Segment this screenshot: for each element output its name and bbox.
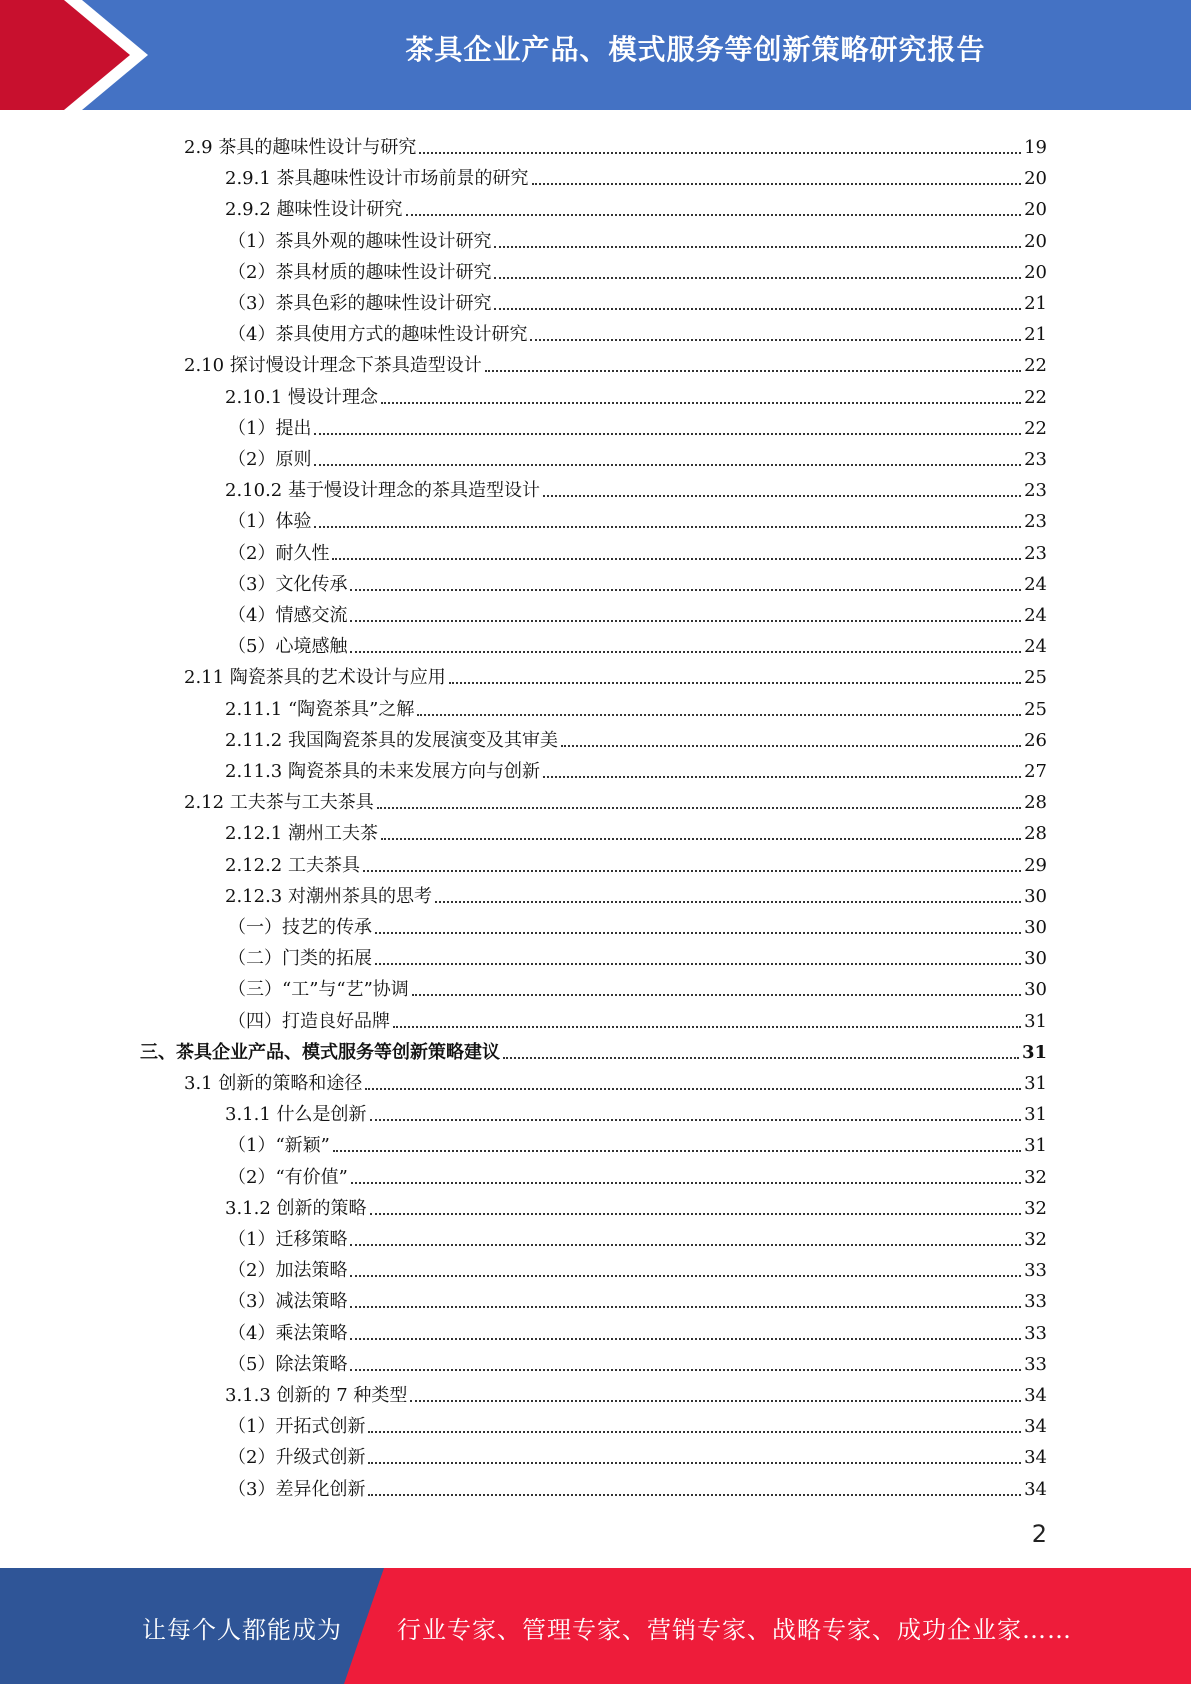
footer-slogan-right: 行业专家、管理专家、营销专家、战略专家、成功企业家…… xyxy=(397,1616,1072,1644)
toc-dot-leader xyxy=(350,1275,1021,1277)
toc-entry-title: （4）乘法策略 xyxy=(228,1322,348,1344)
toc-entry-page: 33 xyxy=(1024,1322,1047,1344)
toc-entry-title: 2.11.3 陶瓷茶具的未来发展方向与创新 xyxy=(225,761,540,782)
toc-dot-leader xyxy=(350,1338,1021,1340)
toc-entry-title: 2.12.3 对潮州茶具的思考 xyxy=(225,885,432,907)
toc-dot-leader xyxy=(419,152,1021,154)
toc-dot-leader xyxy=(368,1462,1021,1464)
toc-entry[interactable] xyxy=(225,877,1047,908)
toc-entry-page: 21 xyxy=(1024,324,1047,346)
toc-entry-page: 22 xyxy=(1024,355,1047,377)
toc-dot-leader xyxy=(375,963,1021,965)
toc-entry-page: 22 xyxy=(1024,417,1047,439)
toc-entry-title: （1）提出 xyxy=(228,417,312,439)
toc-entry[interactable] xyxy=(184,783,1047,814)
toc-entry-page: 34 xyxy=(1024,1478,1047,1500)
toc-dot-leader xyxy=(406,214,1022,216)
toc-entry-title: （1）开拓式创新 xyxy=(228,1416,366,1438)
toc-dot-leader xyxy=(363,870,1021,872)
toc-entry[interactable] xyxy=(228,1345,1047,1376)
toc-entry-title: 3.1.2 创新的策略 xyxy=(225,1197,367,1219)
toc-entry-title: （1）迁移策略 xyxy=(228,1229,348,1250)
toc-dot-leader xyxy=(365,1088,1021,1090)
toc-entry-title: 2.12.1 潮州工夫茶 xyxy=(225,823,378,845)
toc-dot-leader xyxy=(543,776,1021,778)
toc-entry[interactable] xyxy=(225,1095,1047,1126)
toc-entry-page: 32 xyxy=(1024,1166,1047,1188)
toc-entry-page: 27 xyxy=(1024,761,1047,782)
toc-entry-page: 34 xyxy=(1024,1385,1047,1406)
toc-entry[interactable] xyxy=(228,409,1047,440)
toc-entry-page: 31 xyxy=(1024,1104,1047,1126)
toc-entry[interactable] xyxy=(184,1064,1047,1095)
toc-entry-title: 2.9.2 趣味性设计研究 xyxy=(225,199,403,221)
toc-entry-title: （2）原则 xyxy=(228,449,312,470)
toc-entry[interactable] xyxy=(228,502,1047,533)
toc-dot-leader xyxy=(485,370,1021,372)
toc-entry[interactable] xyxy=(228,1438,1047,1469)
toc-entry-title: （1）茶具外观的趣味性设计研究 xyxy=(228,230,492,252)
toc-entry-title: 2.12.2 工夫茶具 xyxy=(225,854,360,876)
toc-entry[interactable] xyxy=(225,846,1047,877)
report-title: 茶具企业产品、模式服务等创新策略研究报告 xyxy=(405,33,986,66)
toc-entry-title: 3.1 创新的策略和途径 xyxy=(184,1073,363,1094)
toc-entry-title: （4）情感交流 xyxy=(228,605,348,626)
toc-entry-page: 20 xyxy=(1024,168,1047,190)
toc-entry[interactable] xyxy=(225,752,1047,783)
toc-entry[interactable] xyxy=(228,1158,1047,1189)
toc-entry[interactable] xyxy=(225,690,1047,721)
toc-entry-page: 33 xyxy=(1024,1260,1047,1282)
toc-dot-leader xyxy=(350,1369,1021,1371)
toc-entry[interactable] xyxy=(228,596,1047,627)
toc-entry-title: 2.12 工夫茶与工夫茶具 xyxy=(184,792,374,814)
toc-dot-leader xyxy=(417,714,1021,716)
toc-dot-leader xyxy=(561,745,1021,747)
toc-entry-title: 3.1.1 什么是创新 xyxy=(225,1104,367,1126)
toc-entry-title: 2.10.2 基于慢设计理念的茶具造型设计 xyxy=(225,480,540,502)
toc-entry-title: （5）除法策略 xyxy=(228,1353,348,1375)
toc-entry[interactable] xyxy=(228,1282,1047,1313)
toc-entry[interactable] xyxy=(225,190,1047,221)
toc-dot-leader xyxy=(314,464,1021,466)
toc-entry[interactable] xyxy=(184,128,1047,159)
toc-dot-leader xyxy=(350,620,1021,622)
toc-entry-title: （2）“有价值” xyxy=(228,1166,348,1188)
toc-dot-leader xyxy=(368,1431,1021,1433)
toc-entry[interactable] xyxy=(225,814,1047,845)
toc-entry-page: 25 xyxy=(1024,698,1047,720)
toc-entry-page: 22 xyxy=(1024,386,1047,408)
toc-entry-page: 20 xyxy=(1024,199,1047,221)
toc-entry-page: 32 xyxy=(1024,1229,1047,1250)
page-footer xyxy=(0,1568,1191,1684)
toc-entry-title: （5）心境感触 xyxy=(228,636,348,658)
toc-entry-title: 2.10 探讨慢设计理念下茶具造型设计 xyxy=(184,355,482,377)
toc-entry-title: 3.1.3 创新的 7 种类型 xyxy=(225,1385,408,1406)
toc-entry-page: 34 xyxy=(1024,1447,1047,1469)
toc-entry[interactable] xyxy=(228,1126,1047,1157)
toc-dot-leader xyxy=(350,589,1021,591)
toc-entry-page: 29 xyxy=(1024,854,1047,876)
toc-entry[interactable] xyxy=(184,658,1047,689)
toc-dot-leader xyxy=(314,433,1021,435)
toc-entry-title: （1）体验 xyxy=(228,511,312,533)
toc-dot-leader xyxy=(350,1244,1021,1246)
toc-entry[interactable] xyxy=(228,908,1047,939)
footer-slogan-left: 让每个人都能成为 xyxy=(142,1616,342,1644)
toc-entry-page: 24 xyxy=(1024,605,1047,626)
toc-entry-page: 33 xyxy=(1024,1291,1047,1313)
toc-entry[interactable] xyxy=(228,627,1047,658)
toc-entry-page: 24 xyxy=(1024,636,1047,658)
toc-entry-page: 20 xyxy=(1024,230,1047,252)
toc-entry[interactable] xyxy=(228,565,1047,596)
toc-dot-leader xyxy=(332,558,1021,560)
toc-entry-title: （四）打造良好品牌 xyxy=(228,1010,390,1032)
toc-dot-leader xyxy=(314,526,1021,528)
page-header xyxy=(0,0,1191,110)
toc-dot-leader xyxy=(530,339,1021,341)
toc-entry-page: 20 xyxy=(1024,261,1047,283)
toc-entry-page: 31 xyxy=(1024,1010,1047,1032)
toc-entry-title: （二）门类的拓展 xyxy=(228,948,372,970)
toc-entry-page: 31 xyxy=(1024,1135,1047,1157)
toc-entry[interactable] xyxy=(228,1251,1047,1282)
toc-entry-page: 26 xyxy=(1024,729,1047,751)
toc-entry-page: 30 xyxy=(1024,917,1047,938)
toc-entry-page: 34 xyxy=(1024,1416,1047,1438)
toc-entry-page: 23 xyxy=(1024,511,1047,533)
toc-entry[interactable] xyxy=(228,440,1047,471)
toc-entry-title: （三）“工”与“艺”协调 xyxy=(228,979,409,1001)
toc-entry[interactable] xyxy=(228,970,1047,1001)
toc-dot-leader xyxy=(370,1119,1022,1121)
toc-dot-leader xyxy=(351,1182,1021,1184)
toc-dot-leader xyxy=(494,246,1021,248)
toc-entry-title: （2）加法策略 xyxy=(228,1260,348,1282)
toc-entry-page: 25 xyxy=(1024,667,1047,689)
toc-entry-page: 28 xyxy=(1024,792,1047,814)
toc-entry[interactable] xyxy=(228,284,1047,315)
toc-entry[interactable] xyxy=(228,222,1047,253)
toc-dot-leader xyxy=(435,901,1021,903)
toc-dot-leader xyxy=(532,183,1022,185)
toc-entry-page: 32 xyxy=(1024,1197,1047,1219)
toc-entry-page: 21 xyxy=(1024,293,1047,314)
toc-entry-page: 30 xyxy=(1024,885,1047,907)
toc-dot-leader xyxy=(494,308,1021,310)
toc-entry[interactable] xyxy=(228,1314,1047,1345)
toc-entry[interactable] xyxy=(228,1220,1047,1251)
toc-dot-leader xyxy=(381,838,1021,840)
toc-entry-title: （3）差异化创新 xyxy=(228,1478,366,1500)
toc-entry-page: 33 xyxy=(1024,1353,1047,1375)
toc-entry-page: 28 xyxy=(1024,823,1047,845)
toc-dot-leader xyxy=(370,1213,1022,1215)
header-chevron-logo xyxy=(0,0,200,110)
toc-dot-leader xyxy=(543,495,1021,497)
toc-entry-title: 2.11 陶瓷茶具的艺术设计与应用 xyxy=(184,667,446,689)
toc-entry-title: （3）减法策略 xyxy=(228,1291,348,1313)
toc-entry[interactable] xyxy=(225,721,1047,752)
toc-entry-title: 三、茶具企业产品、模式服务等创新策略建议 xyxy=(140,1041,500,1063)
toc-entry[interactable] xyxy=(225,471,1047,502)
toc-dot-leader xyxy=(368,1494,1021,1496)
toc-dot-leader xyxy=(410,1400,1021,1402)
toc-entry-title: （1）“新颖” xyxy=(228,1135,330,1157)
toc-entry-title: 2.9.1 茶具趣味性设计市场前景的研究 xyxy=(225,168,529,190)
toc-entry[interactable] xyxy=(225,1376,1047,1407)
toc-entry-title: 2.9 茶具的趣味性设计与研究 xyxy=(184,137,417,158)
toc-entry[interactable] xyxy=(228,253,1047,284)
toc-entry-title: （2）升级式创新 xyxy=(228,1447,366,1469)
toc-entry[interactable] xyxy=(228,534,1047,565)
toc-entry-title: 2.10.1 慢设计理念 xyxy=(225,386,378,408)
toc-entry-page: 31 xyxy=(1024,1073,1047,1094)
toc-dot-leader xyxy=(503,1057,1019,1059)
toc-entry-page: 24 xyxy=(1024,573,1047,595)
toc-entry-page: 19 xyxy=(1024,137,1047,158)
toc-entry-page: 30 xyxy=(1024,948,1047,970)
toc-dot-leader xyxy=(350,1306,1021,1308)
toc-dot-leader xyxy=(377,807,1021,809)
toc-entry-title: （4）茶具使用方式的趣味性设计研究 xyxy=(228,324,528,346)
toc-dot-leader xyxy=(494,277,1021,279)
toc-entry-title: （3）茶具色彩的趣味性设计研究 xyxy=(228,293,492,314)
toc-entry-title: 2.11.1 “陶瓷茶具”之解 xyxy=(225,698,415,720)
toc-entry-title: （一）技艺的传承 xyxy=(228,917,372,938)
toc-chapter-entry[interactable] xyxy=(140,1033,1047,1064)
toc-dot-leader xyxy=(333,1150,1021,1152)
toc-entry[interactable] xyxy=(228,1002,1047,1033)
toc-dot-leader xyxy=(350,651,1021,653)
toc-entry-title: （3）文化传承 xyxy=(228,573,348,595)
toc-entry-page: 31 xyxy=(1021,1041,1047,1063)
toc-dot-leader xyxy=(449,682,1021,684)
toc-dot-leader xyxy=(375,932,1021,934)
toc-entry[interactable] xyxy=(228,315,1047,346)
toc-entry-page: 23 xyxy=(1024,480,1047,502)
page-number: 2 xyxy=(1031,1520,1047,1548)
toc-entry-title: 2.11.2 我国陶瓷茶具的发展演变及其审美 xyxy=(225,729,558,751)
toc-dot-leader xyxy=(393,1026,1021,1028)
toc-entry-title: （2）耐久性 xyxy=(228,542,330,564)
toc-entry[interactable] xyxy=(228,939,1047,970)
toc-entry-page: 23 xyxy=(1024,542,1047,564)
toc-dot-leader xyxy=(412,994,1021,996)
toc-entry-page: 30 xyxy=(1024,979,1047,1001)
toc-dot-leader xyxy=(381,402,1021,404)
toc-entry[interactable] xyxy=(228,1470,1047,1501)
toc-entry-title: （2）茶具材质的趣味性设计研究 xyxy=(228,261,492,283)
toc-entry[interactable] xyxy=(225,1189,1047,1220)
toc-entry[interactable] xyxy=(225,378,1047,409)
toc-entry[interactable] xyxy=(228,1407,1047,1438)
toc-entry[interactable] xyxy=(225,159,1047,190)
toc-entry-page: 23 xyxy=(1024,449,1047,470)
toc-entry[interactable] xyxy=(184,346,1047,377)
